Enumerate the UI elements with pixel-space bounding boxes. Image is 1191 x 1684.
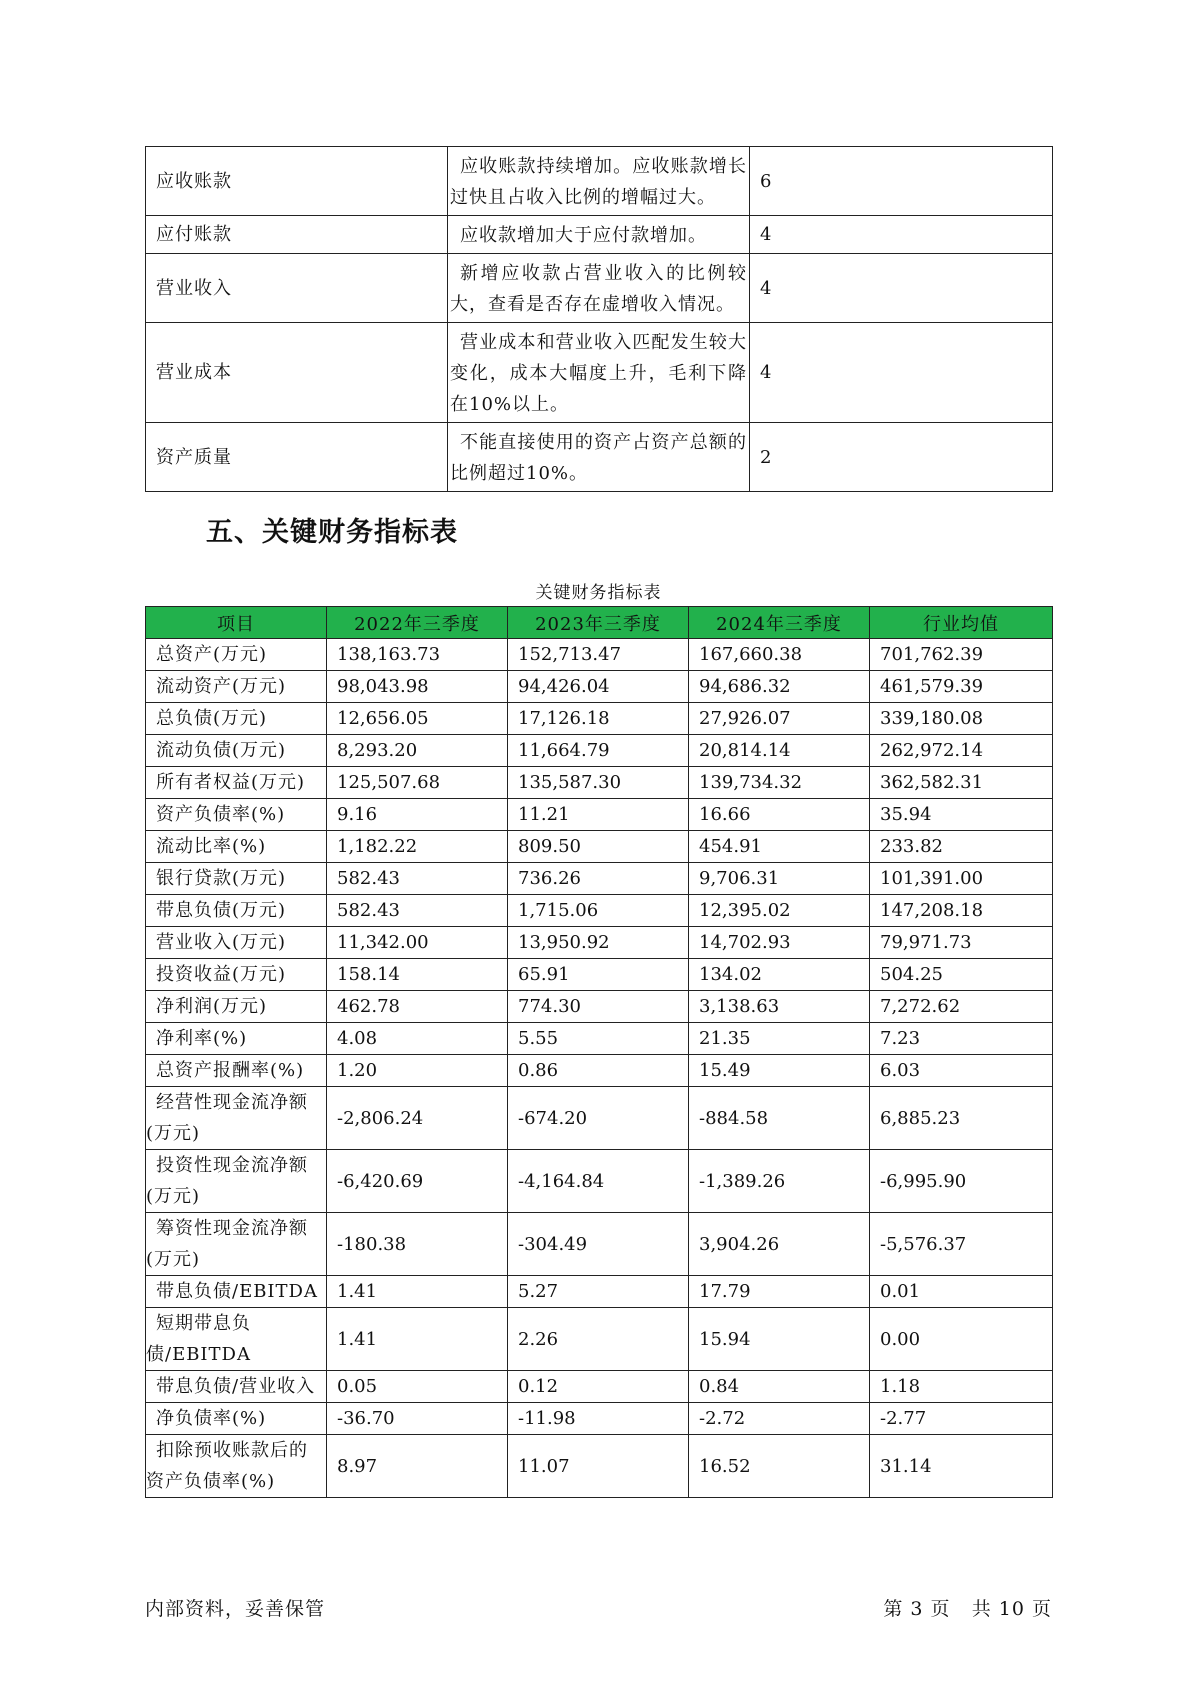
footer-page-info [883, 1594, 1052, 1621]
table-cell: 1,182.22 [327, 831, 508, 863]
table-cell: 0.84 [689, 1371, 870, 1403]
row-label: 总资产(万元) [146, 639, 327, 671]
table-cell: 20,814.14 [689, 735, 870, 767]
table-cell: 13,950.92 [508, 927, 689, 959]
table-cell: 2.26 [508, 1308, 689, 1371]
table-cell: 17.79 [689, 1276, 870, 1308]
table-cell: 9,706.31 [689, 863, 870, 895]
risk-row [146, 323, 1053, 423]
table-cell: 0.01 [870, 1276, 1053, 1308]
row-label: 扣除预收账款后的资产负债率(%) [146, 1435, 327, 1498]
table-cell: 138,163.73 [327, 639, 508, 671]
table-row [146, 1371, 1053, 1403]
table-row [146, 1055, 1053, 1087]
risk-description-cell: 不能直接使用的资产占资产总额的比例超过10%。 [448, 423, 750, 492]
table-cell: 6,885.23 [870, 1087, 1053, 1150]
table-cell: 167,660.38 [689, 639, 870, 671]
row-label: 流动比率(%) [146, 831, 327, 863]
table-cell: 736.26 [508, 863, 689, 895]
table-cell: 8,293.20 [327, 735, 508, 767]
table-row [146, 799, 1053, 831]
table-cell: -36.70 [327, 1403, 508, 1435]
section-heading: 五、关键财务指标表 [206, 517, 458, 548]
table-cell: 1.18 [870, 1371, 1053, 1403]
table-row [146, 863, 1053, 895]
table-cell: 139,734.32 [689, 767, 870, 799]
page-prefix: 第 [883, 1598, 904, 1620]
risk-table-body [146, 147, 1053, 492]
table-row [146, 895, 1053, 927]
table-cell: -884.58 [689, 1087, 870, 1150]
table-cell: 809.50 [508, 831, 689, 863]
footer-confidential-note: 内部资料，妥善保管 [145, 1598, 326, 1620]
page-suffix: 页 [930, 1598, 951, 1620]
risk-description-cell: 应收账款持续增加。应收账款增长过快且占收入比例的增幅过大。 [448, 147, 750, 216]
table-cell: 7,272.62 [870, 991, 1053, 1023]
risk-item-cell: 应付账款 [146, 216, 448, 254]
risk-score-cell: 6 [750, 147, 1053, 216]
column-header: 2023年三季度 [508, 607, 689, 639]
risk-score-cell: 4 [750, 323, 1053, 423]
table-cell: 582.43 [327, 863, 508, 895]
risk-score-cell: 4 [750, 254, 1053, 323]
risk-item-cell: 营业收入 [146, 254, 448, 323]
table-caption: 关键财务指标表 [535, 583, 662, 603]
table-cell: 27,926.07 [689, 703, 870, 735]
table-row [146, 1276, 1053, 1308]
table-cell: 65.91 [508, 959, 689, 991]
table-cell: 1.41 [327, 1276, 508, 1308]
row-label: 总负债(万元) [146, 703, 327, 735]
table-cell: 11,342.00 [327, 927, 508, 959]
risk-description-cell: 应收款增加大于应付款增加。 [448, 216, 750, 254]
row-label: 净利润(万元) [146, 991, 327, 1023]
table-row [146, 1308, 1053, 1371]
row-label: 资产负债率(%) [146, 799, 327, 831]
risk-item-cell: 营业成本 [146, 323, 448, 423]
row-label: 带息负债(万元) [146, 895, 327, 927]
risk-score-cell: 2 [750, 423, 1053, 492]
table-row [146, 1213, 1053, 1276]
table-cell: -6,420.69 [327, 1150, 508, 1213]
table-cell: 0.12 [508, 1371, 689, 1403]
table-cell: 1,715.06 [508, 895, 689, 927]
table-cell: 582.43 [327, 895, 508, 927]
row-label: 短期带息负债/EBITDA [146, 1308, 327, 1371]
table-row [146, 1403, 1053, 1435]
key-financial-indicators-table [145, 606, 1053, 1498]
table-cell: 461,579.39 [870, 671, 1053, 703]
table-cell: -2.72 [689, 1403, 870, 1435]
table-cell: 98,043.98 [327, 671, 508, 703]
row-label: 所有者权益(万元) [146, 767, 327, 799]
table-cell: 134.02 [689, 959, 870, 991]
table-row [146, 1150, 1053, 1213]
risk-row [146, 254, 1053, 323]
table-cell: 35.94 [870, 799, 1053, 831]
table-cell: 16.66 [689, 799, 870, 831]
table-cell: 12,656.05 [327, 703, 508, 735]
row-label: 净负债率(%) [146, 1403, 327, 1435]
table-cell: 5.55 [508, 1023, 689, 1055]
table-cell: 0.00 [870, 1308, 1053, 1371]
table-cell: 31.14 [870, 1435, 1053, 1498]
table-cell: 21.35 [689, 1023, 870, 1055]
table-cell: 701,762.39 [870, 639, 1053, 671]
table-row [146, 735, 1053, 767]
table-cell: -304.49 [508, 1213, 689, 1276]
row-label: 银行贷款(万元) [146, 863, 327, 895]
risk-item-cell: 应收账款 [146, 147, 448, 216]
risk-indicator-table [145, 146, 1053, 492]
table-row [146, 1087, 1053, 1150]
row-label: 流动资产(万元) [146, 671, 327, 703]
table-row [146, 831, 1053, 863]
table-cell: 4.08 [327, 1023, 508, 1055]
row-label: 流动负债(万元) [146, 735, 327, 767]
risk-row [146, 423, 1053, 492]
table-cell: 339,180.08 [870, 703, 1053, 735]
total-pages: 10 [998, 1598, 1025, 1620]
table-cell: 7.23 [870, 1023, 1053, 1055]
total-prefix: 共 [971, 1598, 992, 1620]
table-cell: 1.41 [327, 1308, 508, 1371]
table-cell: 125,507.68 [327, 767, 508, 799]
row-label: 带息负债/营业收入 [146, 1371, 327, 1403]
row-label: 营业收入(万元) [146, 927, 327, 959]
risk-row [146, 147, 1053, 216]
table-cell: 135,587.30 [508, 767, 689, 799]
table-row [146, 927, 1053, 959]
table-cell: 9.16 [327, 799, 508, 831]
table-cell: 152,713.47 [508, 639, 689, 671]
table-cell: -674.20 [508, 1087, 689, 1150]
table-cell: 17,126.18 [508, 703, 689, 735]
table-cell: -180.38 [327, 1213, 508, 1276]
table-cell: -4,164.84 [508, 1150, 689, 1213]
column-header: 项目 [146, 607, 327, 639]
table-cell: 362,582.31 [870, 767, 1053, 799]
table-cell: 504.25 [870, 959, 1053, 991]
table-cell: -5,576.37 [870, 1213, 1053, 1276]
table-cell: 8.97 [327, 1435, 508, 1498]
table-cell: 15.49 [689, 1055, 870, 1087]
table-row [146, 671, 1053, 703]
table-cell: 454.91 [689, 831, 870, 863]
risk-item-cell: 资产质量 [146, 423, 448, 492]
table-cell: 94,426.04 [508, 671, 689, 703]
risk-score-cell: 4 [750, 216, 1053, 254]
table-cell: 79,971.73 [870, 927, 1053, 959]
table-cell: 11.07 [508, 1435, 689, 1498]
table-cell: 11.21 [508, 799, 689, 831]
table-cell: 3,138.63 [689, 991, 870, 1023]
table-cell: 11,664.79 [508, 735, 689, 767]
row-label: 带息负债/EBITDA [146, 1276, 327, 1308]
table-cell: 14,702.93 [689, 927, 870, 959]
table-cell: 0.05 [327, 1371, 508, 1403]
column-header: 行业均值 [870, 607, 1053, 639]
column-header: 2022年三季度 [327, 607, 508, 639]
table-row [146, 1435, 1053, 1498]
table-cell: 15.94 [689, 1308, 870, 1371]
table-row [146, 703, 1053, 735]
table-row [146, 959, 1053, 991]
header-row [146, 607, 1053, 639]
risk-row [146, 216, 1053, 254]
column-header: 2024年三季度 [689, 607, 870, 639]
row-label: 筹资性现金流净额(万元) [146, 1213, 327, 1276]
table-cell: 0.86 [508, 1055, 689, 1087]
table-cell: 462.78 [327, 991, 508, 1023]
row-label: 投资收益(万元) [146, 959, 327, 991]
table-cell: -2.77 [870, 1403, 1053, 1435]
table-cell: 5.27 [508, 1276, 689, 1308]
kpi-table-body [146, 639, 1053, 1498]
kpi-table-header [146, 607, 1053, 639]
risk-description-cell: 营业成本和营业收入匹配发生较大变化，成本大幅度上升，毛利下降在10%以上。 [448, 323, 750, 423]
table-cell: 147,208.18 [870, 895, 1053, 927]
row-label: 总资产报酬率(%) [146, 1055, 327, 1087]
table-row [146, 767, 1053, 799]
table-cell: 16.52 [689, 1435, 870, 1498]
table-row [146, 1023, 1053, 1055]
table-cell: 94,686.32 [689, 671, 870, 703]
table-cell: -11.98 [508, 1403, 689, 1435]
table-row [146, 991, 1053, 1023]
table-cell: 158.14 [327, 959, 508, 991]
table-cell: -6,995.90 [870, 1150, 1053, 1213]
table-cell: -1,389.26 [689, 1150, 870, 1213]
row-label: 投资性现金流净额(万元) [146, 1150, 327, 1213]
table-cell: 6.03 [870, 1055, 1053, 1087]
risk-description-cell: 新增应收款占营业收入的比例较大，查看是否存在虚增收入情况。 [448, 254, 750, 323]
table-cell: 233.82 [870, 831, 1053, 863]
table-cell: -2,806.24 [327, 1087, 508, 1150]
table-cell: 262,972.14 [870, 735, 1053, 767]
row-label: 净利率(%) [146, 1023, 327, 1055]
page-number: 3 [910, 1598, 924, 1620]
table-cell: 3,904.26 [689, 1213, 870, 1276]
table-row [146, 639, 1053, 671]
table-cell: 101,391.00 [870, 863, 1053, 895]
row-label: 经营性现金流净额(万元) [146, 1087, 327, 1150]
table-cell: 774.30 [508, 991, 689, 1023]
table-cell: 1.20 [327, 1055, 508, 1087]
total-suffix: 页 [1031, 1598, 1052, 1620]
table-cell: 12,395.02 [689, 895, 870, 927]
